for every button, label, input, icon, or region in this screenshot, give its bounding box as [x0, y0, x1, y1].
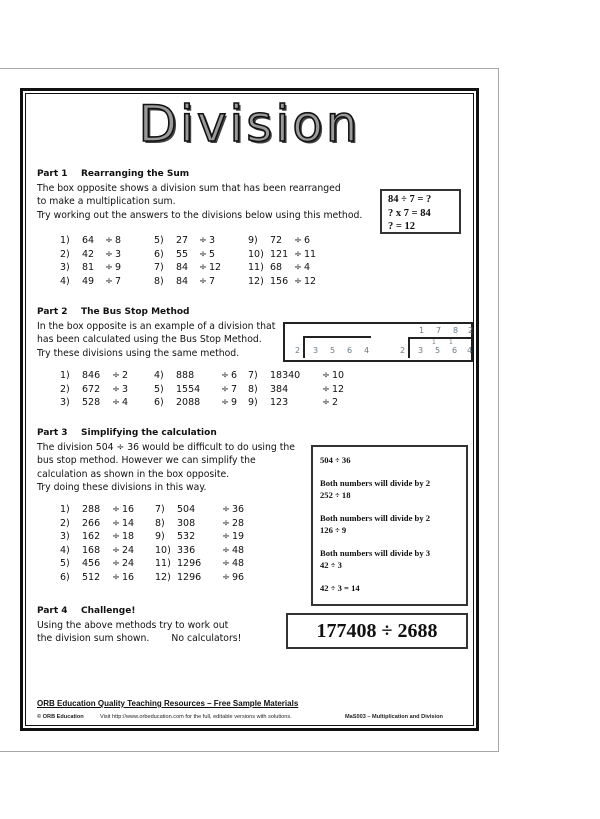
part4-heading: [37, 606, 135, 616]
problem-number: 7): [155, 504, 165, 515]
busstop-carry: 1: [449, 339, 453, 346]
problem-dividend: 528: [82, 397, 101, 408]
busstop-quotient-digit: 2: [468, 326, 474, 335]
problem-number: 7): [154, 262, 164, 273]
problem-number: 3): [60, 531, 70, 542]
problem-divisor: 16: [122, 571, 135, 583]
problem-row: [60, 503, 310, 517]
problem-dividend: 1296: [177, 558, 202, 569]
divide-symbol: ÷: [294, 262, 302, 273]
example-line: 84 ÷ 7 = ?: [388, 194, 432, 205]
problem-number: 11): [155, 558, 171, 569]
problem-dividend: 308: [177, 517, 196, 529]
problem-divisor: 18: [122, 531, 135, 542]
busstop-right-digit: 6: [452, 346, 458, 355]
simplify-step: 252 ÷ 18: [320, 490, 351, 500]
problem-number: 5): [154, 383, 164, 395]
problem-divisor: 3: [115, 248, 122, 260]
problem-row: [60, 530, 310, 544]
busstop-right-digit: 3: [418, 346, 424, 355]
busstop-left-digit: 4: [364, 346, 370, 355]
part2-line: Try these divisions using the same method.: [37, 347, 240, 359]
problem-number: 2): [60, 383, 70, 395]
part4-line: Using the above methods try to work out: [37, 620, 229, 631]
problem-dividend: 532: [177, 531, 196, 542]
simplify-result: 42 ÷ 3 = 14: [320, 583, 360, 593]
busstop-quotient-digit: 7: [436, 326, 442, 335]
simplify-step: 42 ÷ 3: [320, 560, 342, 570]
problem-dividend: 846: [82, 370, 101, 381]
problem-row: [60, 571, 310, 585]
problem-number: 9): [155, 531, 165, 542]
problem-divisor: 28: [232, 517, 245, 529]
problem-dividend: 336: [177, 544, 196, 556]
part2-title: The Bus Stop Method: [81, 307, 190, 317]
part4-label: Part 4: [37, 606, 68, 616]
problem-divisor: 7: [231, 383, 238, 395]
part1-instructions: [37, 182, 362, 222]
problem-divisor: 4: [122, 397, 129, 408]
problem-number: 3): [60, 262, 70, 273]
problem-divisor: 2: [122, 370, 129, 381]
problem-dividend: 2088: [176, 397, 201, 408]
problem-divisor: 12: [332, 383, 345, 395]
divide-symbol: ÷: [221, 397, 229, 408]
problem-row: [60, 396, 390, 410]
simplify-step: 504 ÷ 36: [320, 455, 351, 465]
part3-line: Try doing these divisions in this way.: [37, 481, 207, 493]
busstop-quotient-digit: 8: [453, 326, 459, 335]
busstop-right-bar: [408, 337, 471, 339]
part1-line: Try working out the answers to the divisions below using this method.: [37, 209, 363, 221]
problem-divisor: 2: [332, 397, 339, 408]
problem-number: 1): [60, 235, 70, 246]
problem-number: 8): [155, 517, 165, 529]
problem-divisor: 48: [232, 544, 245, 556]
problem-divisor: 5: [209, 248, 216, 260]
part1-problem-grid: [60, 234, 390, 288]
footer-visit: Visit http://www.orbeducation.com for the full, editable versions with solutions.: [100, 714, 292, 720]
problem-divisor: 9: [115, 262, 122, 273]
part3-example-box: [311, 445, 468, 606]
problem-dividend: 266: [82, 517, 101, 529]
part2-line: In the box opposite is an example of a division that: [37, 321, 276, 332]
part1-heading: [37, 169, 189, 179]
divide-symbol: ÷: [294, 235, 302, 246]
divide-symbol: ÷: [222, 558, 230, 569]
divide-symbol: ÷: [199, 248, 207, 260]
problem-dividend: 456: [82, 558, 101, 569]
problem-dividend: 384: [270, 383, 289, 395]
problem-dividend: 18340: [270, 370, 301, 381]
problem-divisor: 11: [304, 248, 317, 260]
divide-symbol: ÷: [322, 370, 330, 381]
problem-number: 4): [60, 544, 70, 556]
divide-symbol: ÷: [221, 370, 229, 381]
problem-number: 11): [248, 262, 264, 273]
example-line: ? = 12: [388, 221, 415, 232]
busstop-left-vertical: [303, 336, 305, 358]
busstop-right-vertical: [408, 337, 410, 358]
problem-row: [60, 544, 310, 558]
busstop-quotient-digit: 1: [419, 326, 425, 335]
problem-dividend: 168: [82, 544, 101, 556]
divide-symbol: ÷: [112, 397, 120, 408]
divide-symbol: ÷: [322, 397, 330, 408]
simplify-step: Both numbers will divide by 3: [320, 548, 431, 558]
problem-number: 2): [60, 248, 70, 260]
part2-problem-grid: [60, 369, 390, 410]
problem-number: 1): [60, 370, 70, 381]
problem-divisor: 6: [231, 370, 238, 381]
busstop-left-bar: [303, 336, 371, 338]
divide-symbol: ÷: [105, 235, 113, 246]
problem-divisor: 7: [209, 275, 216, 287]
problem-dividend: 162: [82, 531, 101, 542]
problem-row: [60, 383, 390, 397]
problem-number: 3): [60, 397, 70, 408]
no-calculators-note: No calculators!: [171, 633, 242, 645]
challenge-sum: 177408 ÷ 2688: [316, 620, 438, 642]
part1-example-box: [380, 189, 461, 234]
problem-divisor: 96: [232, 571, 245, 583]
problem-dividend: 1296: [177, 571, 202, 583]
problem-number: 5): [154, 235, 164, 246]
busstop-left-digit: 5: [330, 346, 336, 355]
problem-divisor: 6: [304, 235, 311, 246]
problem-row: [60, 557, 310, 571]
footer-copyright: © ORB Education: [37, 714, 84, 720]
part4-line-text: the division sum shown.: [37, 633, 150, 645]
problem-dividend: 84: [176, 262, 189, 273]
problem-divisor: 14: [122, 517, 135, 529]
problem-number: 12): [248, 275, 264, 287]
problem-number: 2): [60, 517, 70, 529]
busstop-left-digit: 3: [313, 346, 319, 355]
problem-divisor: 12: [304, 275, 317, 287]
problem-number: 6): [154, 397, 164, 408]
part3-title: Simplifying the calculation: [81, 428, 217, 438]
challenge-box: [286, 613, 468, 649]
problem-number: 10): [155, 544, 171, 556]
part2-label: Part 2: [37, 307, 68, 317]
worksheet-title: Division: [138, 95, 361, 153]
part3-line: The division 504 ÷ 36 would be difficult to do using the: [37, 442, 296, 453]
divide-symbol: ÷: [222, 544, 230, 556]
example-line: ? x 7 = 84: [388, 207, 431, 219]
problem-dividend: 81: [82, 262, 95, 273]
problem-number: 8): [154, 275, 164, 287]
divide-symbol: ÷: [112, 544, 120, 556]
part4-instructions: [37, 619, 241, 646]
divide-symbol: ÷: [105, 248, 113, 260]
busstop-right-divisor: 2: [400, 346, 406, 355]
problem-row: [60, 248, 390, 262]
problem-divisor: 24: [122, 544, 135, 556]
problem-number: 10): [248, 248, 264, 260]
part4-title: Challenge!: [81, 606, 136, 616]
problem-number: 7): [248, 370, 258, 381]
part3-label: Part 3: [37, 428, 68, 438]
part3-problem-grid: [60, 503, 310, 584]
problem-number: 5): [60, 558, 70, 569]
problem-row: [60, 369, 390, 383]
divide-symbol: ÷: [222, 571, 230, 583]
problem-row: [60, 234, 390, 248]
divide-symbol: ÷: [222, 504, 230, 515]
problem-number: 4): [154, 370, 164, 381]
problem-divisor: 8: [115, 235, 122, 246]
busstop-carry: 1: [432, 339, 436, 346]
part1-line: to make a multiplication sum.: [37, 196, 176, 208]
problem-dividend: 55: [176, 248, 189, 260]
problem-dividend: 504: [177, 504, 196, 515]
divide-symbol: ÷: [222, 531, 230, 542]
problem-number: 9): [248, 397, 258, 408]
problem-divisor: 7: [115, 275, 122, 287]
problem-dividend: 42: [82, 248, 95, 260]
problem-number: 12): [155, 571, 171, 583]
divide-symbol: ÷: [322, 383, 330, 395]
problem-dividend: 68: [270, 262, 283, 273]
footer-title: ORB Education Quality Teaching Resources – Free Sample Materials: [37, 699, 299, 708]
problem-divisor: 4: [304, 262, 311, 273]
part2-heading: [37, 307, 189, 317]
busstop-right-digit: 4: [467, 346, 473, 355]
divide-symbol: ÷: [199, 235, 207, 246]
part3-line: calculation as shown in the box opposite.: [37, 468, 230, 480]
problem-number: 6): [60, 571, 70, 583]
problem-divisor: 3: [122, 383, 129, 395]
divide-symbol: ÷: [112, 504, 120, 515]
part3-heading: [37, 428, 217, 438]
problem-row: [60, 275, 390, 289]
problem-row: [60, 261, 390, 275]
problem-number: 9): [248, 235, 258, 246]
part1-label: Part 1: [37, 169, 68, 179]
divide-symbol: ÷: [221, 383, 229, 395]
problem-dividend: 49: [82, 275, 95, 287]
problem-dividend: 512: [82, 571, 101, 583]
problem-divisor: 36: [232, 504, 245, 515]
problem-number: 6): [154, 248, 164, 260]
part3-instructions: [37, 441, 295, 494]
problem-dividend: 84: [176, 275, 189, 287]
problem-dividend: 156: [270, 275, 289, 287]
part2-line: has been calculated using the Bus Stop Method.: [37, 334, 262, 346]
divide-symbol: ÷: [112, 558, 120, 569]
busstop-left-digit: 6: [347, 346, 353, 355]
problem-number: 4): [60, 275, 70, 287]
problem-divisor: 9: [231, 397, 238, 408]
problem-dividend: 123: [270, 397, 289, 408]
problem-divisor: 10: [332, 370, 345, 381]
busstop-right-digit: 5: [435, 346, 441, 355]
footer-code: MaS003 – Multiplication and Division: [345, 714, 443, 720]
divide-symbol: ÷: [112, 517, 120, 529]
problem-divisor: 3: [209, 235, 216, 246]
divide-symbol: ÷: [105, 262, 113, 273]
problem-divisor: 19: [232, 531, 245, 542]
part4-line: [37, 632, 241, 645]
problem-dividend: 288: [82, 504, 101, 515]
divide-symbol: ÷: [112, 370, 120, 381]
problem-divisor: 24: [122, 558, 135, 569]
divide-symbol: ÷: [112, 383, 120, 395]
problem-dividend: 888: [176, 370, 195, 381]
problem-divisor: 48: [232, 558, 245, 569]
simplify-step: Both numbers will divide by 2: [320, 513, 431, 523]
problem-dividend: 672: [82, 383, 101, 395]
busstop-left-divisor: 2: [295, 346, 301, 355]
divide-symbol: ÷: [112, 531, 120, 542]
problem-number: 1): [60, 504, 70, 515]
simplify-step: 126 ÷ 9: [320, 525, 347, 535]
problem-row: [60, 517, 310, 531]
problem-dividend: 72: [270, 235, 283, 246]
problem-dividend: 1554: [176, 383, 201, 395]
divide-symbol: ÷: [105, 275, 113, 287]
problem-divisor: 12: [209, 262, 222, 273]
problem-dividend: 64: [82, 235, 95, 246]
part1-line: The box opposite shows a division sum that has been rearranged: [37, 183, 341, 194]
part3-line: bus stop method. However we can simplify the: [37, 455, 256, 467]
simplify-step: Both numbers will divide by 2: [320, 478, 431, 488]
part2-instructions: [37, 320, 275, 360]
part1-title: Rearranging the Sum: [81, 169, 190, 179]
divide-symbol: ÷: [222, 517, 230, 529]
problem-dividend: 27: [176, 235, 189, 246]
problem-number: 8): [248, 383, 258, 395]
divide-symbol: ÷: [199, 262, 207, 273]
busstop-example-box: [283, 322, 473, 362]
divide-symbol: ÷: [294, 248, 302, 260]
problem-dividend: 121: [270, 248, 289, 260]
divide-symbol: ÷: [199, 275, 207, 287]
divide-symbol: ÷: [294, 275, 302, 287]
divide-symbol: ÷: [112, 571, 120, 583]
problem-divisor: 16: [122, 504, 135, 515]
